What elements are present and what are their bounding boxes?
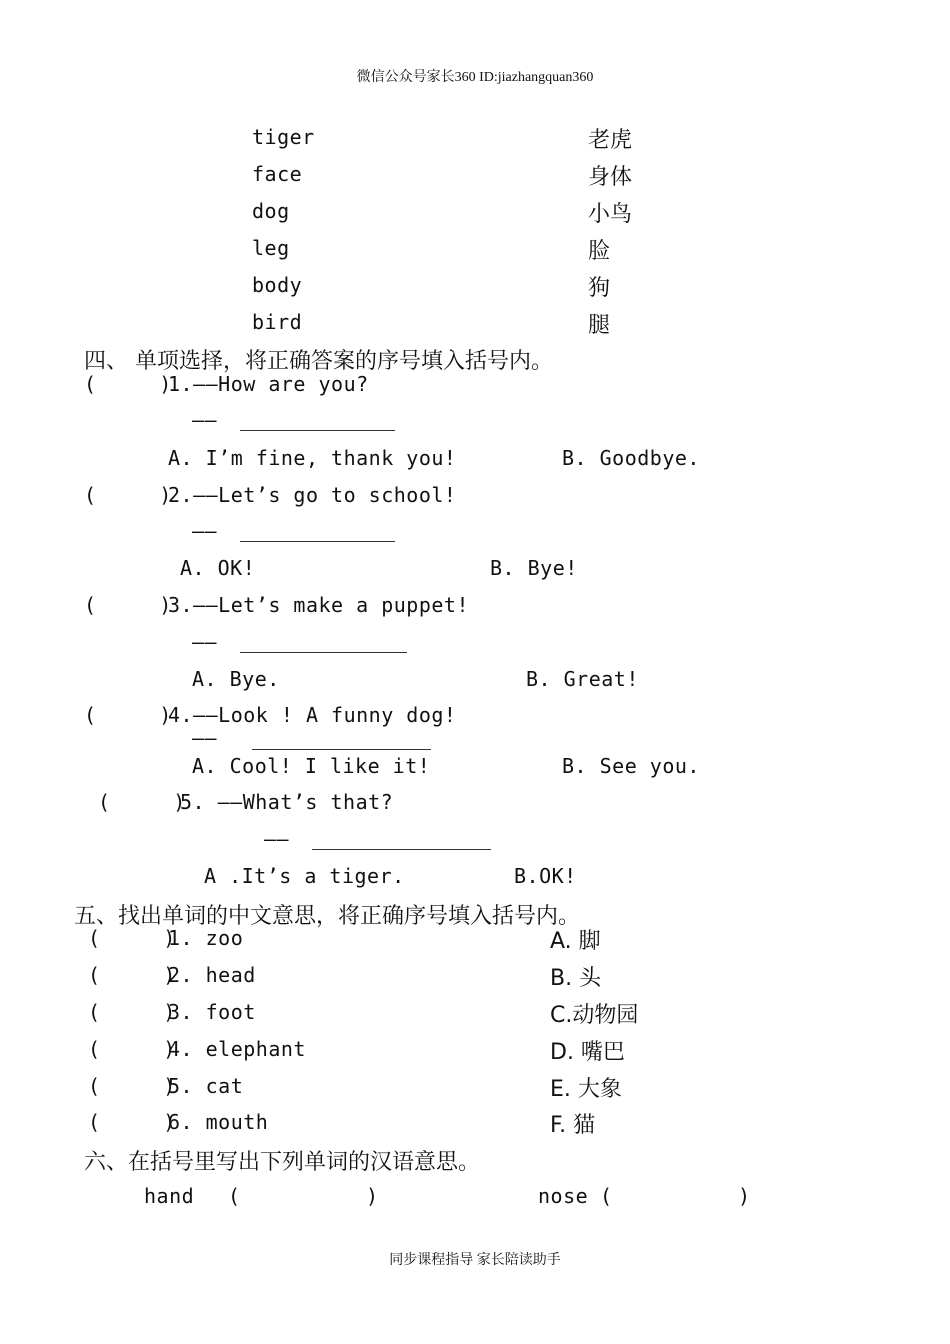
q1-option-a: A. I’m fine, thank you! <box>168 446 457 470</box>
q2-option-a: A. OK! <box>180 556 256 580</box>
word-leg: leg <box>252 236 290 260</box>
section5-title: 五、找出单词的中文意思，将正确序号填入括号内。 <box>74 904 581 929</box>
q1-option-b: B. Goodbye. <box>562 446 700 470</box>
q1-answer-paren[interactable]: ( ) <box>84 372 172 396</box>
meaning-6: 腿 <box>588 313 611 338</box>
s5-option-b: B. 头 <box>550 966 602 991</box>
s5-paren-6[interactable]: ( ) <box>88 1110 176 1134</box>
q4-blank[interactable] <box>252 749 431 750</box>
q4-prompt: 4.——Look ! A funny dog! <box>168 703 457 727</box>
s5-paren-2[interactable]: ( ) <box>88 963 176 987</box>
s5-option-e: E. 大象 <box>550 1077 622 1102</box>
q1-blank[interactable] <box>240 430 395 431</box>
s5-option-c: C.动物园 <box>550 1003 639 1028</box>
s5-option-f: F. 猫 <box>550 1113 596 1138</box>
q5-prompt: 5. ——What’s that? <box>180 790 394 814</box>
s5-paren-3[interactable]: ( ) <box>88 1000 176 1024</box>
s5-item-2: 2. head <box>168 963 256 987</box>
q4-option-a: A. Cool! I like it! <box>192 754 431 778</box>
s6-word-nose: nose <box>538 1184 589 1208</box>
s6-answer-nose[interactable]: ( ) <box>600 1184 751 1208</box>
word-dog: dog <box>252 199 290 223</box>
q3-prompt: 3.——Let’s make a puppet! <box>168 593 469 617</box>
s6-answer-hand[interactable]: ( ) <box>228 1184 379 1208</box>
page-header: 微信公众号家长360 ID:jiazhangquan360 <box>356 70 594 85</box>
s5-item-6: 6. mouth <box>168 1110 269 1134</box>
meaning-1: 老虎 <box>588 128 633 153</box>
meaning-2: 身体 <box>588 165 633 190</box>
s5-item-5: 5. cat <box>168 1074 244 1098</box>
q4-option-b: B. See you. <box>562 754 700 778</box>
word-tiger: tiger <box>252 125 315 149</box>
word-face: face <box>252 162 303 186</box>
q3-blank[interactable] <box>240 652 407 653</box>
q4-answer-paren[interactable]: ( ) <box>84 703 172 727</box>
q1-dash: —— <box>192 408 218 432</box>
q5-answer-paren[interactable]: ( ) <box>98 790 186 814</box>
q3-dash: —— <box>192 630 218 654</box>
s5-item-1: 1. zoo <box>168 926 244 950</box>
section6-title: 六、在括号里写出下列单词的汉语意思。 <box>84 1150 481 1175</box>
word-bird: bird <box>252 310 303 334</box>
s5-paren-5[interactable]: ( ) <box>88 1074 176 1098</box>
q2-option-b: B. Bye! <box>490 556 578 580</box>
q3-option-a: A. Bye. <box>192 667 280 691</box>
q3-answer-paren[interactable]: ( ) <box>84 593 172 617</box>
q2-dash: —— <box>192 519 218 543</box>
s5-item-3: 3. foot <box>168 1000 256 1024</box>
meaning-5: 狗 <box>588 276 611 301</box>
s5-option-d: D. 嘴巴 <box>550 1040 625 1065</box>
word-body: body <box>252 273 303 297</box>
q3-option-b: B. Great! <box>526 667 639 691</box>
q2-answer-paren[interactable]: ( ) <box>84 483 172 507</box>
s5-paren-4[interactable]: ( ) <box>88 1037 176 1061</box>
q2-blank[interactable] <box>240 541 395 542</box>
q5-dash: —— <box>264 827 290 851</box>
q5-blank[interactable] <box>312 849 491 850</box>
meaning-3: 小鸟 <box>588 202 633 227</box>
s5-option-a: A. 脚 <box>550 929 601 954</box>
s6-word-hand: hand <box>144 1184 195 1208</box>
page-footer: 同步课程指导 家长陪读助手 <box>389 1253 561 1268</box>
q2-prompt: 2.——Let’s go to school! <box>168 483 457 507</box>
s5-item-4: 4. elephant <box>168 1037 306 1061</box>
q4-dash: —— <box>192 726 218 750</box>
q5-option-b: B.OK! <box>514 864 577 888</box>
q5-option-a: A .It’s a tiger. <box>204 864 405 888</box>
meaning-4: 脸 <box>588 239 611 264</box>
q1-prompt: 1.——How are you? <box>168 372 369 396</box>
section4-title: 四、 单项选择，将正确答案的序号填入括号内。 <box>84 349 553 374</box>
s5-paren-1[interactable]: ( ) <box>88 926 176 950</box>
